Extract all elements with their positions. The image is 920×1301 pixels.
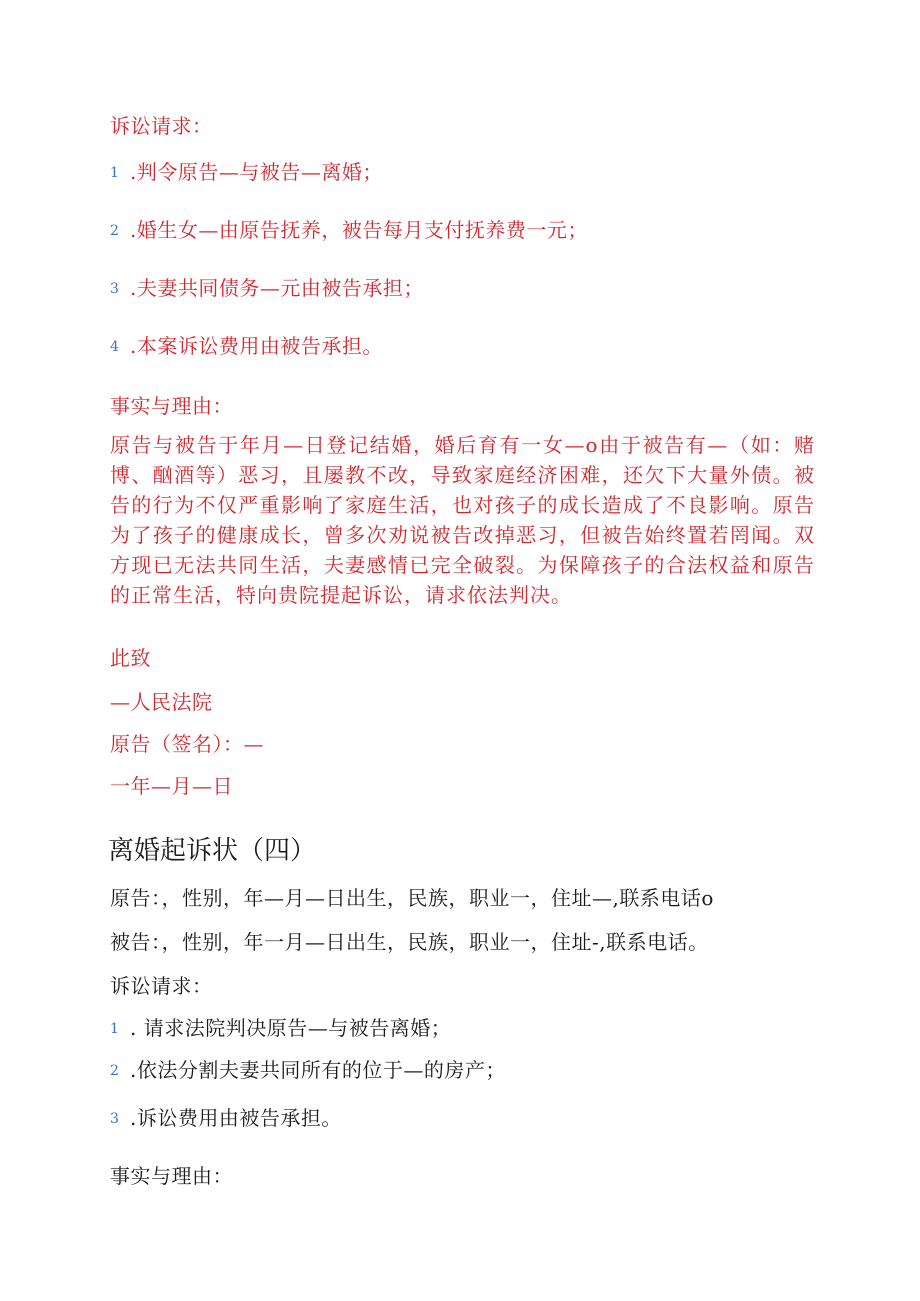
- facts-heading: 事实与理由：: [110, 394, 233, 418]
- claim-text: . 请求法院判决原告—与被告离婚；: [130, 1016, 452, 1040]
- claim-number: 3: [110, 281, 120, 297]
- claim-item: [110, 158, 383, 187]
- claim-text: .诉讼费用由被告承担。: [130, 1106, 342, 1130]
- court-name: —人民法院: [110, 690, 213, 714]
- claim-item: [110, 332, 383, 361]
- claim-text: .婚生女—由原告抚养，被告每月支付抚养费一元；: [130, 218, 588, 242]
- claim-item: [110, 216, 588, 245]
- claim-text: .夫妻共同债务—元由被告承担；: [130, 276, 424, 300]
- claim-number: 1: [110, 1021, 120, 1037]
- claim-item: [110, 1104, 342, 1133]
- plaintiff-signature: 原告（签名）：—: [110, 732, 264, 756]
- claim-text: .判令原告—与被告—离婚；: [130, 160, 383, 184]
- claim-number: 2: [110, 1063, 120, 1079]
- claim-item: [110, 1056, 506, 1085]
- facts-body: 原告与被告于年月—日登记结婚，婚后育有一女—o由于被告有—（如：赌博、酗酒等）恶习，且屡教不改，导致家庭经济困难，还欠下大量外债。被告的行为不仅严重影响了家庭生活，也对孩子的成长造成了不良影响。原告为了孩子的健康成长，曾多次劝说被告改掉恶习，但被告始终置若罔闻。双方现已无法共同生活，夫妻感情已完全破裂。为保障孩子的合法权益和原告的正常生活，特向贵院提起诉讼，请求依法判决。: [110, 433, 815, 607]
- claims-heading: 诉讼请求：: [110, 114, 213, 138]
- claim-text: .依法分割夫妻共同所有的位于—的房产；: [130, 1058, 506, 1082]
- claim-text: .本案诉讼费用由被告承担。: [130, 334, 383, 358]
- claim-number: 2: [110, 223, 120, 239]
- claim-item: [110, 1014, 451, 1043]
- defendant-info: 被告：，性别，年一月—日出生，民族，职业一，住址-,联系电话。: [110, 930, 709, 954]
- claim-number: 4: [110, 339, 120, 355]
- claim-number: 3: [110, 1111, 120, 1127]
- claims-heading: 诉讼请求：: [110, 974, 213, 998]
- facts-heading: 事实与理由：: [110, 1164, 233, 1188]
- document-title: 离婚起诉状（四）: [108, 836, 317, 866]
- plaintiff-info: 原告：，性别，年—月—日出生，民族，职业一，住址—,联系电话o: [110, 886, 714, 910]
- closing-to: 此致: [110, 646, 151, 670]
- claim-number: 1: [110, 165, 120, 181]
- claim-item: [110, 274, 424, 303]
- document-date: 一年—月—日: [110, 774, 233, 798]
